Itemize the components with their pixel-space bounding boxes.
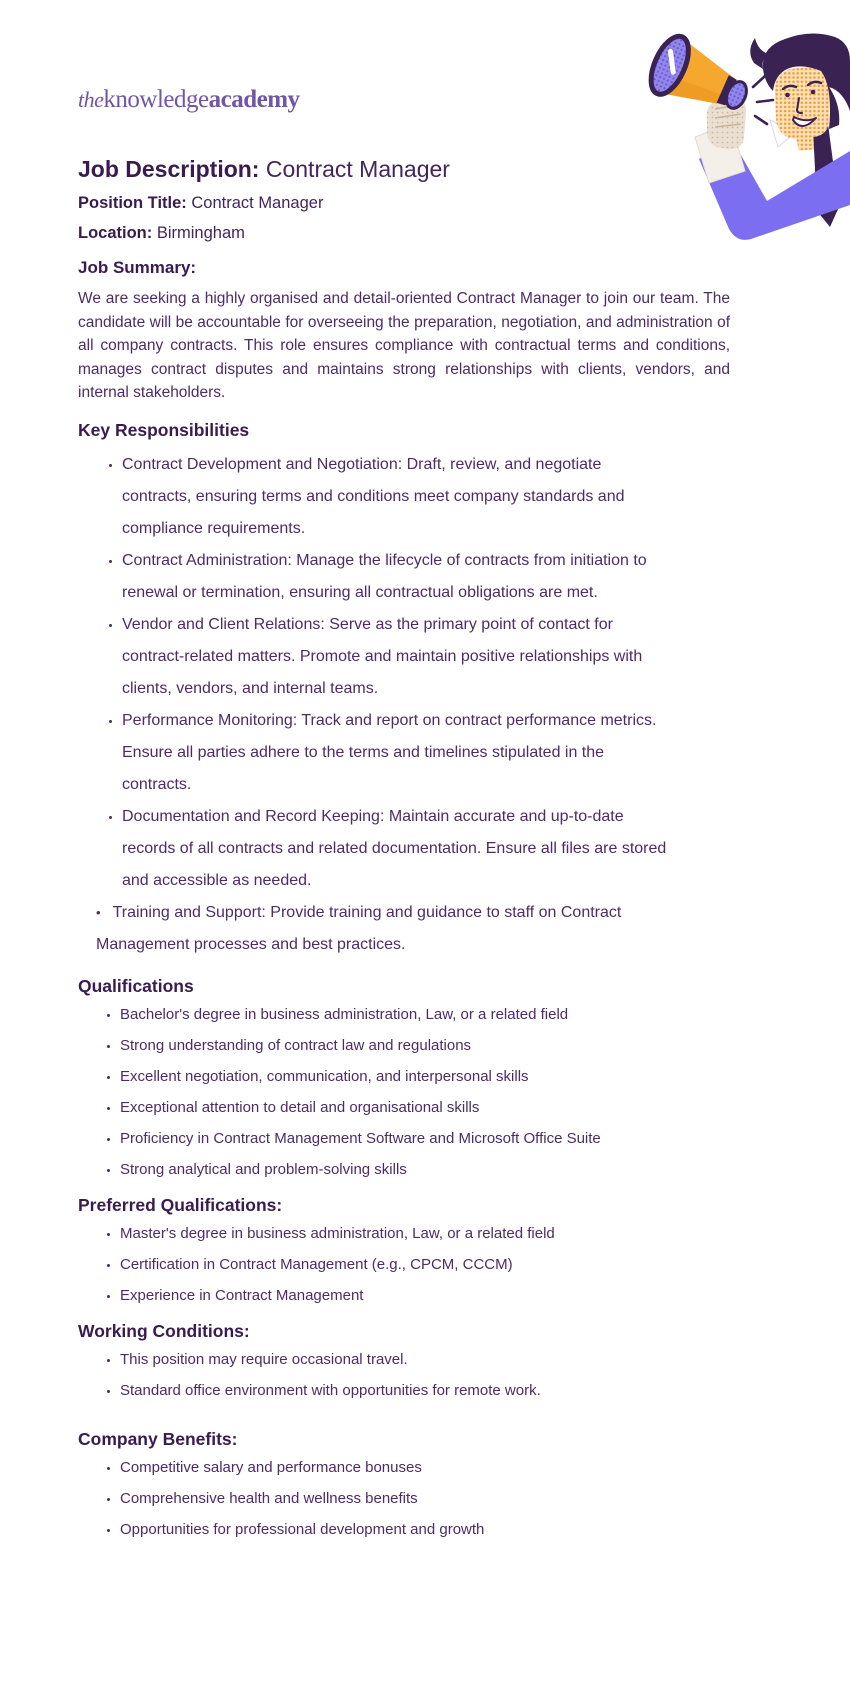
left-eye — [785, 93, 790, 98]
list-item: • Contract Administration: Manage the lifecycle of contracts from initiation to renewal or termination, ensuring all contractual obligations are met. — [122, 545, 668, 609]
list-item: • Excellent negotiation, communication, and interpersonal skills — [120, 1067, 718, 1087]
list-item: • Experience in Contract Management — [120, 1286, 718, 1306]
field-value: Birmingham — [156, 224, 245, 242]
job-summary-text: We are seeking a highly organised and detail-oriented Contract Manager to join our team. The candidate will be accountable for overseeing the preparation, negotiation, and administration of all company contracts. This role ensures compliance with contractual terms and conditions, manages contract disputes and maintains strong relationships with clients, vendors, and internal stakeholders. — [78, 290, 730, 401]
man-with-megaphone-illustration — [615, 25, 850, 300]
list-item: • Standard office environment with opportunities for remote work. — [120, 1381, 718, 1401]
section-heading: Preferred Qualifications: — [78, 1194, 283, 1215]
list-item: • Contract Development and Negotiation: Draft, review, and negotiate contracts, ensuring terms and conditions meet company standards and compliance requirements. — [122, 449, 668, 545]
field-label: Position Title: — [78, 194, 187, 212]
bullet-list — [78, 449, 668, 961]
field-label: Location: — [78, 224, 153, 242]
page-title-label: Job Description: — [78, 156, 260, 182]
bullet-list — [78, 1350, 718, 1401]
list-item: • Opportunities for professional development and growth — [120, 1520, 718, 1540]
sections — [78, 420, 730, 1540]
bullet-list — [78, 1458, 718, 1540]
field-value: Contract Manager — [191, 194, 324, 212]
list-item: • Proficiency in Contract Management Software and Microsoft Office Suite — [120, 1129, 718, 1149]
list-item: • Certification in Contract Management (e.g., CPCM, CCCM) — [120, 1255, 718, 1275]
list-item: • Competitive salary and performance bonuses — [120, 1458, 718, 1478]
section — [78, 976, 730, 1180]
list-item: • Documentation and Record Keeping: Maintain accurate and up-to-date records of all contracts and related documentation. Ensure all files are stored and accessible as needed. — [122, 801, 668, 897]
list-item: • Strong understanding of contract law and regulations — [120, 1036, 718, 1056]
bullet-list — [78, 1005, 718, 1180]
section-heading: Key Responsibilities — [78, 419, 250, 440]
face — [775, 65, 831, 139]
section-heading: Qualifications — [78, 975, 194, 996]
bullet-list — [78, 1224, 718, 1306]
section-heading: Company Benefits: — [78, 1428, 238, 1449]
section — [78, 1429, 730, 1540]
list-item: • Bachelor's degree in business administration, Law, or a related field — [120, 1005, 718, 1025]
list-item: • This position may require occasional travel. — [120, 1350, 718, 1370]
list-item: • Performance Monitoring: Track and report on contract performance metrics. Ensure all parties adhere to the terms and timelines stipulated in the contracts. — [122, 705, 668, 801]
list-item: • Vendor and Client Relations: Serve as the primary point of contact for contract-related matters. Promote and maintain positive relationships with clients, vendors, and internal teams. — [122, 609, 668, 705]
job-summary-heading: Job Summary: — [78, 258, 197, 277]
list-item: • Master's degree in business administration, Law, or a related field — [120, 1224, 718, 1244]
logo-the: the — [78, 87, 104, 112]
logo-academy: academy — [208, 86, 300, 113]
list-item: • Comprehensive health and wellness benefits — [120, 1489, 718, 1509]
section — [78, 1321, 730, 1401]
section-heading: Working Conditions: — [78, 1320, 250, 1341]
section — [78, 420, 730, 961]
page-title-value: Contract Manager — [265, 156, 450, 182]
list-item: • Exceptional attention to detail and organisational skills — [120, 1098, 718, 1118]
section — [78, 1195, 730, 1306]
list-item: • Strong analytical and problem-solving skills — [120, 1160, 718, 1180]
logo-knowledge: knowledge — [103, 86, 209, 113]
right-eye — [811, 90, 816, 95]
list-item: • Training and Support: Provide training and guidance to staff on Contract Management processes and best practices. — [96, 897, 668, 961]
